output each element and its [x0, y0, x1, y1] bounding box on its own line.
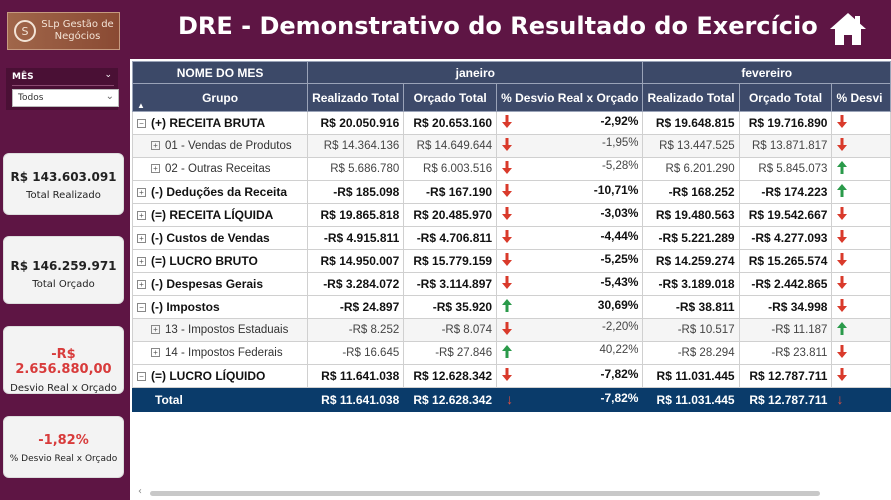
expand-icon[interactable]: + — [137, 280, 146, 289]
desvio-jan-cell: ↓ -7,82% — [497, 388, 643, 412]
expand-icon[interactable]: + — [137, 188, 146, 197]
group-cell — [133, 250, 308, 273]
desvio-fev-cell: ↓ — [832, 388, 891, 412]
orcado-jan-cell: -R$ 167.190 — [404, 181, 497, 204]
realizado-fev-cell: -R$ 3.189.018 — [643, 273, 739, 296]
realizado-fev-cell: R$ 19.480.563 — [643, 204, 739, 227]
arrow-down-icon — [501, 114, 513, 129]
orcado-jan-cell: -R$ 27.846 — [404, 342, 497, 365]
desvio-fev-cell — [832, 227, 891, 250]
desvio-fev-cell — [832, 365, 891, 388]
page-title: DRE - Demonstrativo do Resultado do Exercício — [178, 12, 818, 40]
collapse-icon[interactable]: − — [137, 372, 146, 381]
realizado-fev-cell: R$ 11.031.445 — [643, 388, 739, 412]
group-cell — [133, 227, 308, 250]
expand-icon[interactable]: + — [137, 257, 146, 266]
realizado-jan-cell: R$ 14.364.136 — [308, 135, 404, 158]
realizado-jan-cell: R$ 11.641.038 — [308, 388, 404, 412]
group-label: (-) Despesas Gerais — [151, 277, 264, 291]
orcado-fev-cell: -R$ 2.442.865 — [739, 273, 832, 296]
desvio-fev-cell — [832, 296, 891, 319]
table-row — [133, 135, 891, 158]
sort-icon[interactable]: ▲ — [137, 101, 145, 110]
collapse-icon[interactable]: − — [137, 119, 146, 128]
orcado-jan-cell: -R$ 8.074 — [404, 319, 497, 342]
orcado-jan-cell: -R$ 35.920 — [404, 296, 497, 319]
orcado-jan-cell: R$ 20.653.160 — [404, 112, 497, 135]
desvio-jan-cell: -7,82% — [497, 365, 643, 388]
col-orcado-fev[interactable]: Orçado Total — [739, 84, 832, 112]
col-realizado-fev[interactable]: Realizado Total — [643, 84, 739, 112]
kpi-label: Total Realizado — [26, 190, 101, 201]
realizado-jan-cell: -R$ 3.284.072 — [308, 273, 404, 296]
group-label: 13 - Impostos Estaduais — [165, 324, 289, 336]
group-cell — [133, 388, 308, 412]
orcado-fev-cell: R$ 13.871.817 — [739, 135, 832, 158]
desvio-jan-cell: 40,22% — [497, 342, 643, 365]
desvio-fev-cell — [832, 204, 891, 227]
home-icon[interactable] — [827, 10, 869, 48]
desvio-fev-cell — [832, 250, 891, 273]
arrow-down-icon — [501, 252, 513, 267]
desvio-jan-cell: -2,20% — [497, 319, 643, 342]
realizado-fev-cell: -R$ 5.221.289 — [643, 227, 739, 250]
arrow-up-icon — [501, 298, 513, 313]
logo-mark-icon: S — [14, 20, 36, 42]
kpi-desvio — [3, 326, 124, 394]
arrow-down-icon — [836, 229, 848, 244]
table-row — [133, 158, 891, 181]
group-cell — [133, 112, 308, 135]
group-label: (-) Custos de Vendas — [151, 231, 270, 245]
orcado-fev-cell: R$ 12.787.711 — [739, 365, 832, 388]
arrow-down-icon — [836, 298, 848, 313]
realizado-jan-cell: -R$ 24.897 — [308, 296, 404, 319]
table-row — [133, 296, 891, 319]
arrow-down-icon — [501, 183, 513, 198]
desvio-jan-cell: 30,69% — [497, 296, 643, 319]
group-label: (=) LUCRO BRUTO — [151, 254, 258, 268]
month-filter — [6, 68, 118, 110]
desvio-jan-cell: -10,71% — [497, 181, 643, 204]
arrow-down-icon — [501, 206, 513, 221]
desvio-fev-cell — [832, 181, 891, 204]
group-label: (-) Impostos — [151, 300, 220, 314]
realizado-jan-cell: R$ 14.950.007 — [308, 250, 404, 273]
realizado-jan-cell: R$ 11.641.038 — [308, 365, 404, 388]
arrow-down-icon — [836, 367, 848, 382]
table-row — [133, 250, 891, 273]
realizado-fev-cell: R$ 6.201.290 — [643, 158, 739, 181]
realizado-fev-cell: -R$ 28.294 — [643, 342, 739, 365]
col-desvio-fev[interactable]: % Desvi — [832, 84, 891, 112]
orcado-fev-cell: -R$ 174.223 — [739, 181, 832, 204]
group-cell — [133, 181, 308, 204]
desvio-fev-cell — [832, 342, 891, 365]
horizontal-scrollbar[interactable] — [136, 486, 891, 498]
arrow-down-icon — [501, 160, 513, 175]
arrow-down-icon — [501, 321, 513, 336]
group-label: (=) RECEITA LÍQUIDA — [151, 208, 274, 222]
desvio-jan-cell: -3,03% — [497, 204, 643, 227]
group-label: (+) RECEITA BRUTA — [151, 116, 266, 130]
desvio-jan-cell: -1,95% — [497, 135, 643, 158]
realizado-jan-cell: -R$ 8.252 — [308, 319, 404, 342]
kpi-value: R$ 143.603.091 — [10, 170, 117, 184]
group-cell — [133, 296, 308, 319]
realizado-fev-cell: R$ 11.031.445 — [643, 365, 739, 388]
arrow-down-icon — [836, 206, 848, 221]
orcado-fev-cell: -R$ 34.998 — [739, 296, 832, 319]
orcado-jan-cell: -R$ 3.114.897 — [404, 273, 497, 296]
arrow-down-icon — [501, 367, 513, 382]
group-cell — [133, 365, 308, 388]
desvio-jan-cell: -5,43% — [497, 273, 643, 296]
group-label: 01 - Vendas de Produtos — [165, 140, 292, 152]
table-row — [133, 365, 891, 388]
desvio-fev-cell — [832, 112, 891, 135]
group-cell — [133, 135, 308, 158]
expand-icon[interactable]: + — [137, 234, 146, 243]
company-logo — [7, 12, 120, 50]
group-label: 14 - Impostos Federais — [165, 347, 283, 359]
desvio-fev-cell — [832, 319, 891, 342]
expand-icon[interactable]: + — [151, 325, 160, 334]
collapse-icon[interactable]: − — [137, 303, 146, 312]
total-row — [133, 388, 891, 412]
orcado-jan-cell: R$ 15.779.159 — [404, 250, 497, 273]
arrow-down-icon — [836, 114, 848, 129]
orcado-jan-cell: R$ 12.628.342 — [404, 365, 497, 388]
month-header-fevereiro[interactable]: fevereiro — [643, 62, 891, 84]
arrow-down-icon — [836, 344, 848, 359]
group-cell — [133, 273, 308, 296]
realizado-jan-cell: -R$ 185.098 — [308, 181, 404, 204]
realizado-fev-cell: -R$ 10.517 — [643, 319, 739, 342]
col-desvio-jan[interactable]: % Desvio Real x Orçado — [497, 84, 643, 112]
month-header-janeiro[interactable]: janeiro — [308, 62, 643, 84]
group-cell — [133, 319, 308, 342]
chevron-down-icon: ⌄ — [105, 91, 114, 102]
group-cell — [133, 158, 308, 181]
table-row — [133, 342, 891, 365]
scrollbar-thumb[interactable] — [150, 491, 820, 496]
logo-text-line1: SLp Gestão de — [41, 19, 114, 30]
arrow-down-icon — [501, 275, 513, 290]
dre-matrix — [130, 59, 891, 500]
table-row — [133, 112, 891, 135]
kpi-value: -1,82% — [38, 433, 89, 448]
group-label: (-) Deduções da Receita — [151, 185, 288, 199]
kpi-label: Desvio Real x Orçado — [10, 383, 117, 394]
group-label: Total — [155, 392, 183, 407]
kpi-label: % Desvio Real x Orçado — [9, 454, 118, 464]
kpi-total-orcado — [3, 236, 124, 304]
kpi-desvio-pct — [3, 416, 124, 478]
desvio-fev-cell — [832, 273, 891, 296]
orcado-jan-cell: R$ 6.003.516 — [404, 158, 497, 181]
kpi-total-realizado — [3, 153, 124, 215]
orcado-jan-cell: R$ 14.649.644 — [404, 135, 497, 158]
orcado-fev-cell: R$ 19.716.890 — [739, 112, 832, 135]
realizado-fev-cell: R$ 13.447.525 — [643, 135, 739, 158]
group-label: 02 - Outras Receitas — [165, 163, 271, 175]
desvio-jan-cell: -2,92% — [497, 112, 643, 135]
arrow-up-icon — [836, 160, 848, 175]
realizado-jan-cell: R$ 5.686.780 — [308, 158, 404, 181]
kpi-value: R$ 146.259.971 — [10, 259, 117, 273]
realizado-fev-cell: -R$ 38.811 — [643, 296, 739, 319]
expand-icon[interactable]: + — [151, 141, 160, 150]
orcado-fev-cell: -R$ 4.277.093 — [739, 227, 832, 250]
table-row — [133, 204, 891, 227]
group-label: (=) LUCRO LÍQUIDO — [151, 369, 266, 383]
arrow-up-icon — [836, 183, 848, 198]
realizado-fev-cell: -R$ 168.252 — [643, 181, 739, 204]
group-column-header[interactable]: Grupo ▲ — [133, 84, 308, 112]
realizado-jan-cell: R$ 20.050.916 — [308, 112, 404, 135]
orcado-fev-cell: R$ 12.787.711 — [739, 388, 832, 412]
dre-table — [132, 61, 891, 412]
realizado-fev-cell: R$ 19.648.815 — [643, 112, 739, 135]
table-row — [133, 273, 891, 296]
filter-label: MÊS — [12, 72, 34, 82]
table-row — [133, 319, 891, 342]
col-orcado-jan[interactable]: Orçado Total — [404, 84, 497, 112]
orcado-jan-cell: R$ 20.485.970 — [404, 204, 497, 227]
expand-icon[interactable]: + — [151, 164, 160, 173]
orcado-fev-cell: -R$ 23.811 — [739, 342, 832, 365]
kpi-label: Total Orçado — [32, 279, 95, 290]
desvio-fev-cell — [832, 158, 891, 181]
orcado-jan-cell: R$ 12.628.342 — [404, 388, 497, 412]
month-select-value: Todos — [18, 93, 44, 103]
group-cell — [133, 342, 308, 365]
desvio-jan-cell: -4,44% — [497, 227, 643, 250]
arrow-up-icon — [836, 321, 848, 336]
arrow-up-icon — [501, 344, 513, 359]
realizado-jan-cell: -R$ 16.645 — [308, 342, 404, 365]
desvio-jan-cell: -5,28% — [497, 158, 643, 181]
realizado-jan-cell: R$ 19.865.818 — [308, 204, 404, 227]
orcado-fev-cell: R$ 5.845.073 — [739, 158, 832, 181]
kpi-value: -R$ 2.656.880,00 — [15, 347, 112, 377]
orcado-fev-cell: R$ 15.265.574 — [739, 250, 832, 273]
table-row — [133, 227, 891, 250]
realizado-jan-cell: -R$ 4.915.811 — [308, 227, 404, 250]
group-cell — [133, 204, 308, 227]
realizado-fev-cell: R$ 14.259.274 — [643, 250, 739, 273]
desvio-jan-cell: -5,25% — [497, 250, 643, 273]
scroll-left-icon[interactable]: ‹ — [138, 486, 142, 497]
table-row — [133, 181, 891, 204]
orcado-fev-cell: R$ 19.542.667 — [739, 204, 832, 227]
arrow-down-icon — [836, 137, 848, 152]
arrow-down-icon — [836, 275, 848, 290]
orcado-fev-cell: -R$ 11.187 — [739, 319, 832, 342]
month-column-header[interactable]: NOME DO MES — [133, 62, 308, 84]
arrow-down-icon — [501, 137, 513, 152]
expand-icon[interactable]: + — [151, 348, 160, 357]
orcado-jan-cell: -R$ 4.706.811 — [404, 227, 497, 250]
expand-icon[interactable]: + — [137, 211, 146, 220]
month-select[interactable] — [12, 89, 119, 107]
arrow-down-icon — [501, 229, 513, 244]
chevron-down-icon[interactable]: ⌄ — [104, 70, 112, 80]
col-realizado-jan[interactable]: Realizado Total — [308, 84, 404, 112]
desvio-fev-cell — [832, 135, 891, 158]
logo-text-line2: Negócios — [54, 31, 101, 42]
arrow-down-icon — [836, 252, 848, 267]
